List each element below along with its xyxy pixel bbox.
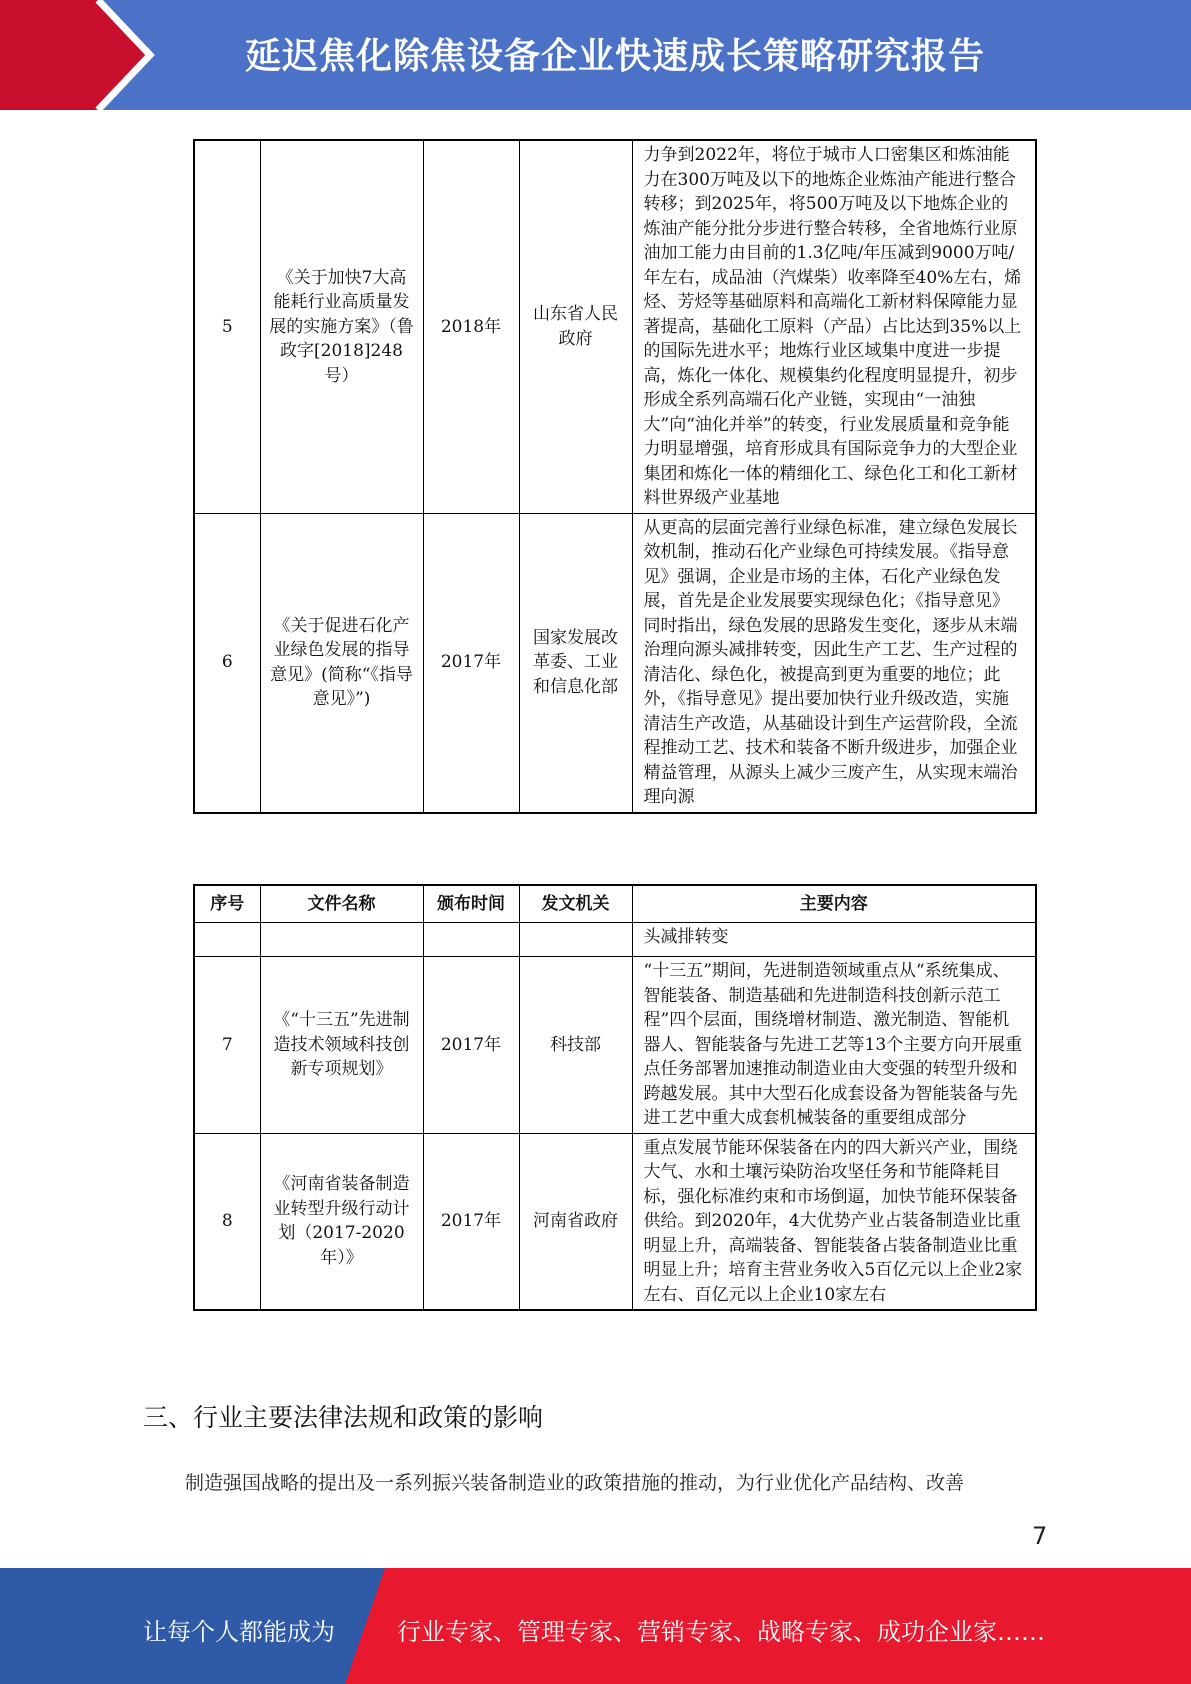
issuing-agency: 科技部 [519,957,632,1134]
table-row [194,1133,1036,1310]
row-number: 5 [194,140,260,513]
issuing-agency: 山东省人民政府 [519,140,632,513]
row-number: 8 [194,1133,260,1310]
policy-table [193,884,1037,1311]
table-row [194,513,1036,813]
body-paragraph: 制造强国战略的提出及一系列振兴装备制造业的政策措施的推动，为行业优化产品结构、改善 [185,1472,965,1494]
document-name: 《“十三五”先进制造技术领域科技创新专项规划》 [260,957,423,1134]
issue-date: 2017年 [423,957,519,1134]
column-header-time: 颁布时间 [423,885,519,923]
document-name: 《关于加快7大高能耗行业高质量发展的实施方案》（鲁政字[2018]248号） [260,140,423,513]
issue-date: 2017年 [423,513,519,813]
column-header-agency: 发文机关 [519,885,632,923]
page-header [0,0,1191,110]
issue-date: 2017年 [423,1133,519,1310]
column-header-number: 序号 [194,885,260,923]
row-number: 6 [194,513,260,813]
issuing-agency: 国家发展改革委、工业和信息化部 [519,513,632,813]
table-row-continuation [194,923,1036,957]
column-header-name: 文件名称 [260,885,423,923]
main-content: 力争到2022年，将位于城市人口密集区和炼油能力在300万吨及以下的地炼企业炼油产能进行整合转移；到2025年，将500万吨及以下地炼企业的炼油产能分批分步进行整合转移，全省地炼行业原油加工能力由目前的1.3亿吨/年压减到9000万吨/年左右，成品油（汽煤柴）收率降至40%左右，烯烃、芳烃等基础原料和高端化工新材料保障能力显著提高，基础化工原料（产品）占比达到35%以上的国际先进水平；地炼行业区域集中度进一步提高，炼化一体化、规模集约化程度明显提升，初步形成全系列高端石化产业链，实现由“一油独大”向“油化并举”的转变，行业发展质量和竞争能力明显增强，培育形成具有国际竞争力的大型企业集团和炼化一体的精细化工、绿色化工和化工新材料世界级产业基地 [632,140,1036,513]
section-heading: 三、行业主要法律法规和政策的影响 [143,1403,544,1432]
page-number: 7 [1032,1522,1048,1550]
document-name: 《关于促进石化产业绿色发展的指导意见》(简称“《指导意见》”) [260,513,423,813]
row-number: 7 [194,957,260,1134]
column-header-content: 主要内容 [632,885,1036,923]
table-header-row [194,885,1036,923]
policy-table-continued [193,139,1037,814]
main-content: “十三五”期间，先进制造领域重点从“系统集成、智能装备、制造基础和先进制造科技创新示范工程”四个层面，围绕增材制造、激光制造、智能机器人、智能装备与先进工艺等13个主要方向开展重点任务部署加速推动制造业由大变强的转型升级和跨越发展。其中大型石化成套设备为智能装备与先进工艺中重大成套机械装备的重要组成部分 [632,957,1036,1134]
main-content: 头减排转变 [632,923,1036,957]
issue-date: 2018年 [423,140,519,513]
table-row [194,957,1036,1134]
issuing-agency: 河南省政府 [519,1133,632,1310]
footer-slogan-right: 行业专家、管理专家、营销专家、战略专家、成功企业家…… [397,1618,1045,1646]
main-content: 重点发展节能环保装备在内的四大新兴产业，围绕大气、水和土壤污染防治攻坚任务和节能降耗目标，强化标准约束和市场倒逼，加快节能环保装备供给。到2020年，4大优势产业占装备制造业比重明显上升，高端装备、智能装备占装备制造业比重明显上升；培育主营业务收入5百亿元以上企业2家左右、百亿元以上企业10家左右 [632,1133,1036,1310]
footer-slogan-left: 让每个人都能成为 [143,1618,335,1646]
table-row [194,140,1036,513]
main-content: 从更高的层面完善行业绿色标准，建立绿色发展长效机制，推动石化产业绿色可持续发展。《指导意见》强调，企业是市场的主体，石化产业绿色发展，首先是企业发展要实现绿色化；《指导意见》同时指出，绿色发展的思路发生变化，逐步从末端治理向源头减排转变，因此生产工艺、生产过程的清洁化、绿色化，被提高到更为重要的地位；此外，《指导意见》提出要加快行业升级改造，实施清洁生产改造，从基础设计到生产运营阶段，全流程推动工艺、技术和装备不断升级进步，加强企业精益管理，从源头上减少三废产生，从实现末端治理向源 [632,513,1036,813]
report-title: 延迟焦化除焦设备企业快速成长策略研究报告 [245,36,986,77]
document-name: 《河南省装备制造业转型升级行动计划（2017-2020年）》 [260,1133,423,1310]
